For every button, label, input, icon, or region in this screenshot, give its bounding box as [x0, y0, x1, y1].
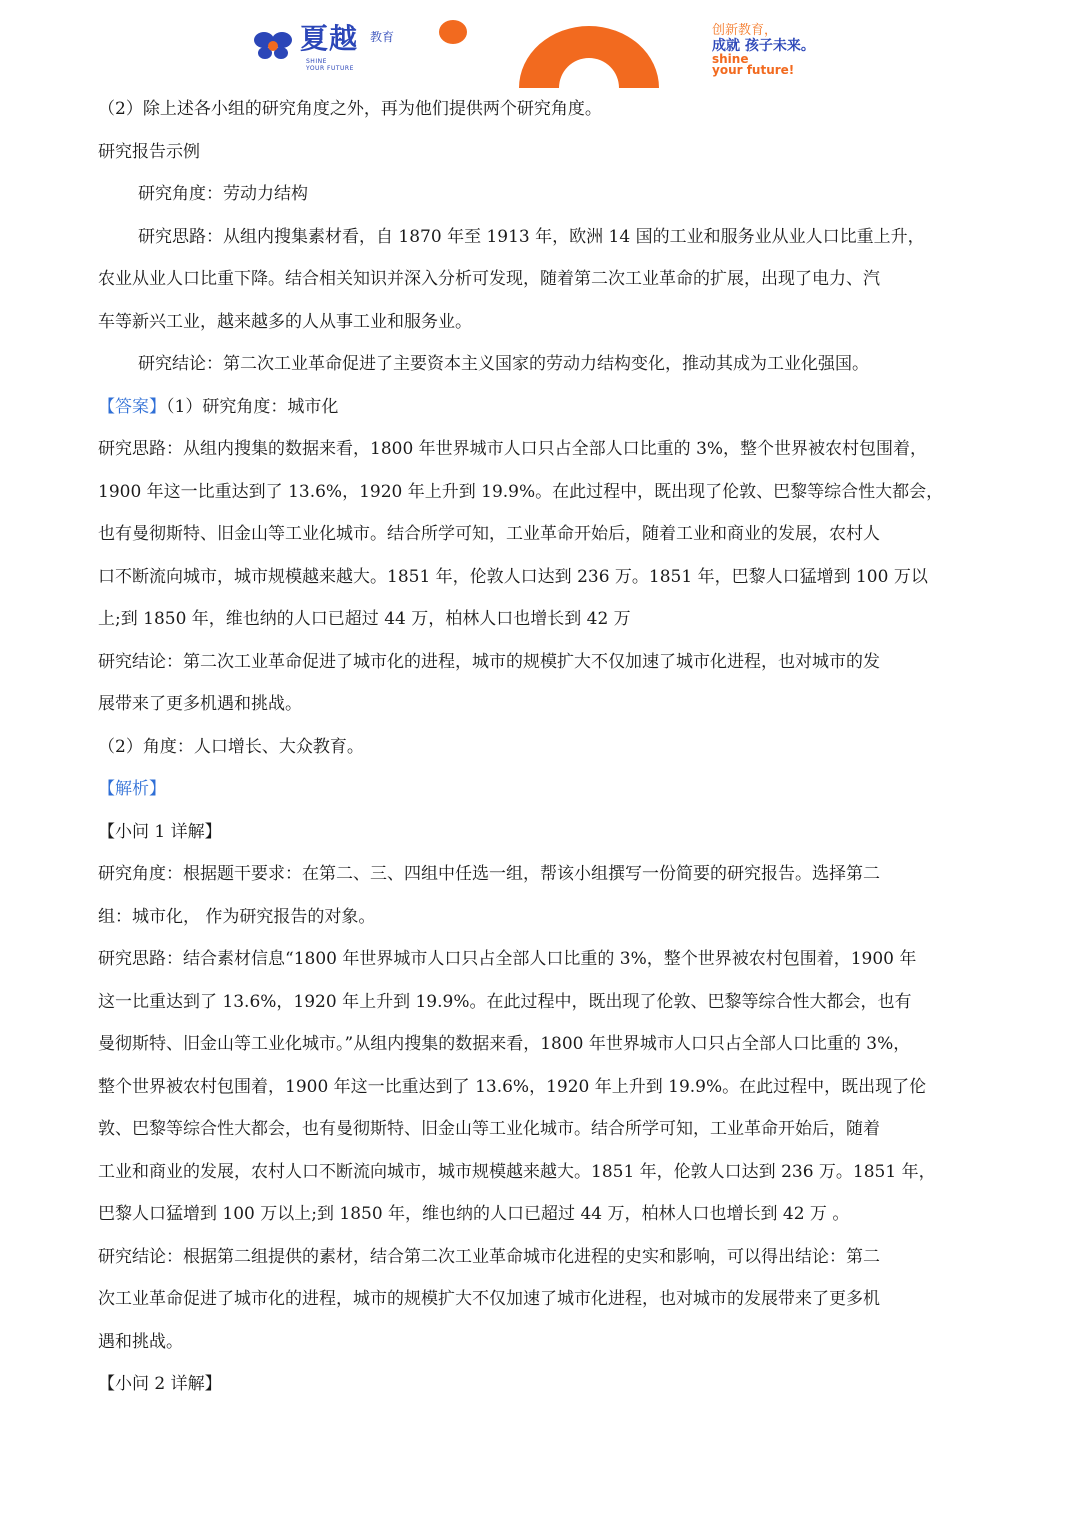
answer-tag: 【答案】: [98, 396, 166, 417]
analysis-conclusion-line-1: 研究结论：根据第二组提供的素材，结合第二次工业革命城市化进程的史实和影响，可以得出结论：第二: [98, 1246, 880, 1267]
answer-idea-line-4: 口不断流向城市，城市规模越来越大。1851 年，伦敦人口达到 236 万。1851 年，巴黎人口猛增到 100 万以: [98, 566, 928, 587]
analysis-idea-line-7: 巴黎人口猛增到 100 万以上;到 1850 年，维也纳的人口已超过 44 万，柏林人口也增长到 42 万 。: [98, 1204, 850, 1224]
example-idea-line-2: 农业从业人口比重下降。结合相关知识并深入分析可发现，随着第二次工业革命的扩展，出现了电力、汽: [98, 269, 880, 289]
orange-arc-icon: [519, 26, 659, 88]
example-idea-line-3: 车等新兴工业，越来越多的人从事工业和服务业。: [98, 311, 472, 332]
analysis-idea-line-5: 敦、巴黎等综合性大都会，也有曼彻斯特、旧金山等工业化城市。结合所学可知，工业革命开始后，随着: [98, 1119, 880, 1139]
xiayue-logo: [252, 22, 412, 76]
slogan-line-2: 成就 孩子未来。: [712, 38, 815, 54]
answer-heading: [98, 386, 984, 429]
analysis-conclusion-line-3: 遇和挑战。: [98, 1331, 183, 1352]
example-conclusion: 研究结论：第二次工业革命促进了主要资本主义国家的劳动力结构变化，推动其成为工业化强国。: [138, 354, 869, 374]
answer-part-1-angle: （1）研究角度：城市化: [166, 396, 339, 417]
analysis-angle-line-1: 研究角度：根据题干要求：在第二、三、四组中任选一组，帮该小组撰写一份简要的研究报告。选择第二: [98, 864, 880, 884]
document-body: [98, 88, 984, 1406]
example-heading: 研究报告示例: [98, 141, 200, 162]
answer-idea-line-3: 也有曼彻斯特、旧金山等工业化城市。结合所学可知，工业革命开始后，随着工业和商业的发展，农村人: [98, 524, 880, 544]
sub-question-2-heading: 【小问 2 详解】: [98, 1374, 222, 1394]
slogan-line-3: shine: [712, 52, 749, 66]
analysis-tag: 【解析】: [98, 779, 166, 799]
butterfly-logo-icon: [252, 28, 296, 62]
analysis-conclusion-line-2: 次工业革命促进了城市化的进程，城市的规模扩大不仅加速了城市化进程，也对城市的发展带来了更多机: [98, 1289, 880, 1309]
slogan-line-1: 创新教育，: [712, 23, 778, 38]
answer-part-2: （2）角度：人口增长、大众教育。: [98, 736, 364, 757]
answer-idea-line-1: 研究思路：从组内搜集的数据来看，1800 年世界城市人口只占全部人口比重的 3%，整个世界被农村包围着，: [98, 439, 928, 459]
analysis-idea-line-6: 工业和商业的发展，农村人口不断流向城市，城市规模越来越大。1851 年，伦敦人口达到 236 万。1851 年，: [98, 1161, 936, 1182]
question-part-2: （2）除上述各小组的研究角度之外，再为他们提供两个研究角度。: [98, 99, 602, 119]
sub-question-1-heading: 【小问 1 详解】: [98, 821, 222, 842]
answer-idea-line-2: 1900 年这一比重达到了 13.6%，1920 年上升到 19.9%。在此过程中，既出现了伦敦、巴黎等综合性大都会，: [98, 481, 944, 502]
analysis-idea-line-3: 曼彻斯特、旧金山等工业化城市。”从组内搜集的数据来看，1800 年世界城市人口只占全部人口比重的 3%，: [98, 1034, 911, 1054]
example-angle: 研究角度：劳动力结构: [138, 184, 308, 204]
brand-en-line-1: SHINE: [306, 58, 327, 65]
analysis-angle-line-2: 组：城市化， 作为研究报告的对象。: [98, 906, 376, 927]
brand-en-line-2: YOUR FUTURE: [306, 65, 354, 72]
answer-conclusion-line-2: 展带来了更多机遇和挑战。: [98, 694, 302, 714]
answer-conclusion-line-1: 研究结论：第二次工业革命促进了城市化的进程，城市的规模扩大不仅加速了城市化进程，也对城市的发: [98, 651, 880, 672]
brand-edu-label: 教育: [370, 30, 395, 44]
slogan-line-4: your future!: [712, 63, 795, 77]
orange-dot-icon: [438, 19, 468, 45]
answer-idea-line-5: 上;到 1850 年，维也纳的人口已超过 44 万，柏林人口也增长到 42 万: [98, 609, 631, 629]
example-idea-line-1: 研究思路：从组内搜集素材看，自 1870 年至 1913 年，欧洲 14 国的工业和服务业从业人口比重上升，: [138, 226, 925, 247]
analysis-idea-line-1: 研究思路：结合素材信息“1800 年世界城市人口只占全部人口比重的 3%，整个世界被农村包围着，1900 年: [98, 949, 917, 969]
page-header: [0, 0, 1080, 92]
analysis-idea-line-4: 整个世界被农村包围着，1900 年这一比重达到了 13.6%，1920 年上升到 19.9%。在此过程中，既出现了伦: [98, 1076, 927, 1097]
slogan: [712, 24, 852, 76]
analysis-idea-line-2: 这一比重达到了 13.6%，1920 年上升到 19.9%。在此过程中，既出现了伦敦、巴黎等综合性大都会，也有: [98, 991, 912, 1012]
brand-name-en: [306, 58, 354, 72]
brand-name-cn: 夏越: [300, 22, 359, 55]
